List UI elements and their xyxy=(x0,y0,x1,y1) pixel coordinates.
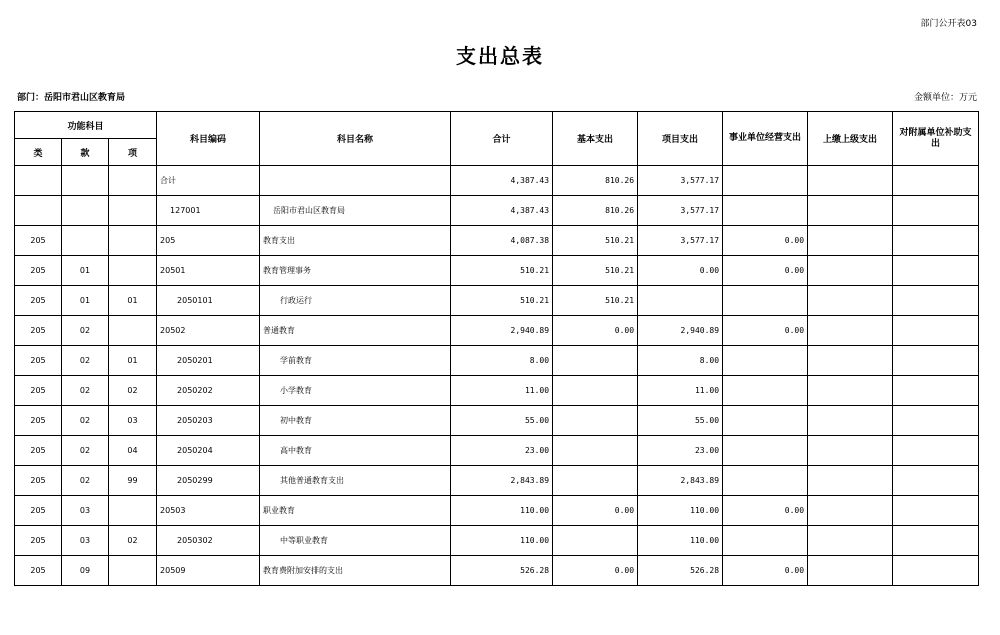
table-row xyxy=(15,466,979,496)
cell-total: 526.28 xyxy=(451,556,553,586)
name-header: 科目名称 xyxy=(260,112,451,166)
table-row xyxy=(15,526,979,556)
cell-code: 127001 xyxy=(157,196,260,226)
cell-xiang: 99 xyxy=(109,466,157,496)
cell-enterprise: 0.00 xyxy=(723,556,808,586)
cell-project: 3,577.17 xyxy=(638,196,723,226)
cell-upper xyxy=(808,196,893,226)
cell-code: 20509 xyxy=(157,556,260,586)
cell-subsidy xyxy=(893,196,979,226)
table-row xyxy=(15,436,979,466)
cell-code: 合计 xyxy=(157,166,260,196)
cell-xiang xyxy=(109,226,157,256)
cell-upper xyxy=(808,346,893,376)
cell-project: 0.00 xyxy=(638,256,723,286)
cell-name: 教育费附加安排的支出 xyxy=(260,556,451,586)
table-body xyxy=(15,166,979,586)
cell-project: 3,577.17 xyxy=(638,166,723,196)
cell-kuan xyxy=(62,226,109,256)
cell-kuan: 01 xyxy=(62,286,109,316)
cell-code: 2050302 xyxy=(157,526,260,556)
cell-lei xyxy=(15,166,62,196)
enterprise-header: 事业单位经营支出 xyxy=(723,112,808,166)
cell-enterprise xyxy=(723,196,808,226)
cell-enterprise xyxy=(723,346,808,376)
cell-project: 2,843.89 xyxy=(638,466,723,496)
cell-total: 110.00 xyxy=(451,526,553,556)
cell-subsidy xyxy=(893,166,979,196)
cell-kuan: 03 xyxy=(62,496,109,526)
cell-code: 2050204 xyxy=(157,436,260,466)
cell-basic xyxy=(553,466,638,496)
cell-code: 2050101 xyxy=(157,286,260,316)
cell-name: 教育管理事务 xyxy=(260,256,451,286)
cell-xiang xyxy=(109,316,157,346)
cell-lei: 205 xyxy=(15,406,62,436)
cell-kuan: 02 xyxy=(62,406,109,436)
cell-name: 普通教育 xyxy=(260,316,451,346)
table-row xyxy=(15,376,979,406)
cell-total: 2,843.89 xyxy=(451,466,553,496)
functional-subject-header: 功能科目 xyxy=(15,112,157,139)
cell-total: 4,087.38 xyxy=(451,226,553,256)
cell-enterprise: 0.00 xyxy=(723,226,808,256)
cell-kuan: 02 xyxy=(62,346,109,376)
cell-xiang: 01 xyxy=(109,346,157,376)
table-row xyxy=(15,226,979,256)
cell-enterprise xyxy=(723,376,808,406)
department-label: 部门：岳阳市君山区教育局 xyxy=(17,93,126,103)
cell-upper xyxy=(808,526,893,556)
cell-upper xyxy=(808,256,893,286)
cell-total: 110.00 xyxy=(451,496,553,526)
cell-name: 高中教育 xyxy=(260,436,451,466)
table-row xyxy=(15,316,979,346)
cell-kuan: 02 xyxy=(62,316,109,346)
cell-total: 8.00 xyxy=(451,346,553,376)
cell-name: 职业教育 xyxy=(260,496,451,526)
cell-total: 4,387.43 xyxy=(451,196,553,226)
cell-basic: 510.21 xyxy=(553,226,638,256)
cell-code: 2050203 xyxy=(157,406,260,436)
cell-upper xyxy=(808,436,893,466)
cell-xiang: 02 xyxy=(109,376,157,406)
cell-basic xyxy=(553,376,638,406)
cell-xiang: 01 xyxy=(109,286,157,316)
table-row xyxy=(15,406,979,436)
cell-subsidy xyxy=(893,526,979,556)
cell-subsidy xyxy=(893,436,979,466)
cell-lei: 205 xyxy=(15,256,62,286)
table-row xyxy=(15,496,979,526)
cell-project: 3,577.17 xyxy=(638,226,723,256)
cell-xiang xyxy=(109,496,157,526)
subsidy-header: 对附属单位补助支出 xyxy=(893,112,979,166)
cell-name: 其他普通教育支出 xyxy=(260,466,451,496)
cell-subsidy xyxy=(893,406,979,436)
cell-lei: 205 xyxy=(15,316,62,346)
cell-basic: 810.26 xyxy=(553,196,638,226)
cell-enterprise xyxy=(723,436,808,466)
cell-upper xyxy=(808,556,893,586)
cell-name: 初中教育 xyxy=(260,406,451,436)
cell-kuan: 02 xyxy=(62,466,109,496)
cell-basic: 810.26 xyxy=(553,166,638,196)
cell-total: 11.00 xyxy=(451,376,553,406)
cell-total: 2,940.89 xyxy=(451,316,553,346)
cell-enterprise xyxy=(723,166,808,196)
cell-project: 23.00 xyxy=(638,436,723,466)
cell-name: 中等职业教育 xyxy=(260,526,451,556)
cell-enterprise xyxy=(723,406,808,436)
cell-subsidy xyxy=(893,496,979,526)
table-row xyxy=(15,166,979,196)
cell-subsidy xyxy=(893,556,979,586)
cell-xiang: 02 xyxy=(109,526,157,556)
table-row xyxy=(15,556,979,586)
cell-basic xyxy=(553,346,638,376)
cell-enterprise: 0.00 xyxy=(723,496,808,526)
cell-code: 205 xyxy=(157,226,260,256)
unit-label: 金额单位：万元 xyxy=(913,93,977,103)
cell-subsidy xyxy=(893,286,979,316)
table-row xyxy=(15,346,979,376)
cell-subsidy xyxy=(893,376,979,406)
xiang-header: 项 xyxy=(109,139,157,166)
code-header: 科目编码 xyxy=(157,112,260,166)
cell-total: 55.00 xyxy=(451,406,553,436)
cell-enterprise: 0.00 xyxy=(723,256,808,286)
cell-xiang xyxy=(109,556,157,586)
cell-basic xyxy=(553,526,638,556)
cell-lei: 205 xyxy=(15,526,62,556)
cell-project: 110.00 xyxy=(638,526,723,556)
cell-name: 教育支出 xyxy=(260,226,451,256)
cell-lei: 205 xyxy=(15,376,62,406)
cell-code: 2050201 xyxy=(157,346,260,376)
cell-upper xyxy=(808,286,893,316)
cell-kuan: 09 xyxy=(62,556,109,586)
cell-project: 110.00 xyxy=(638,496,723,526)
page-title: 支出总表 xyxy=(456,44,544,68)
cell-project: 2,940.89 xyxy=(638,316,723,346)
cell-project xyxy=(638,286,723,316)
cell-basic xyxy=(553,436,638,466)
form-code: 部门公开表03 xyxy=(920,19,977,29)
cell-code: 20503 xyxy=(157,496,260,526)
cell-subsidy xyxy=(893,466,979,496)
cell-lei xyxy=(15,196,62,226)
cell-basic: 0.00 xyxy=(553,316,638,346)
cell-kuan xyxy=(62,196,109,226)
kuan-header: 款 xyxy=(62,139,109,166)
table-row xyxy=(15,286,979,316)
cell-xiang xyxy=(109,166,157,196)
cell-subsidy xyxy=(893,346,979,376)
cell-lei: 205 xyxy=(15,496,62,526)
basic-header: 基本支出 xyxy=(553,112,638,166)
cell-enterprise xyxy=(723,286,808,316)
cell-name xyxy=(260,166,451,196)
cell-name: 小学教育 xyxy=(260,376,451,406)
cell-xiang: 03 xyxy=(109,406,157,436)
project-header: 项目支出 xyxy=(638,112,723,166)
cell-upper xyxy=(808,376,893,406)
cell-kuan xyxy=(62,166,109,196)
cell-kuan: 01 xyxy=(62,256,109,286)
cell-kuan: 03 xyxy=(62,526,109,556)
cell-xiang xyxy=(109,256,157,286)
cell-total: 23.00 xyxy=(451,436,553,466)
cell-enterprise xyxy=(723,526,808,556)
total-header: 合计 xyxy=(451,112,553,166)
cell-basic: 0.00 xyxy=(553,556,638,586)
cell-lei: 205 xyxy=(15,466,62,496)
lei-header: 类 xyxy=(15,139,62,166)
cell-project: 8.00 xyxy=(638,346,723,376)
expenditure-table xyxy=(14,111,979,586)
cell-upper xyxy=(808,316,893,346)
cell-lei: 205 xyxy=(15,226,62,256)
table-row xyxy=(15,256,979,286)
cell-subsidy xyxy=(893,226,979,256)
cell-project: 55.00 xyxy=(638,406,723,436)
cell-total: 510.21 xyxy=(451,256,553,286)
cell-total: 4,387.43 xyxy=(451,166,553,196)
cell-lei: 205 xyxy=(15,436,62,466)
cell-kuan: 02 xyxy=(62,376,109,406)
cell-code: 20501 xyxy=(157,256,260,286)
cell-basic xyxy=(553,406,638,436)
cell-kuan: 02 xyxy=(62,436,109,466)
cell-upper xyxy=(808,226,893,256)
cell-name: 岳阳市君山区教育局 xyxy=(260,196,451,226)
cell-enterprise xyxy=(723,466,808,496)
cell-basic: 0.00 xyxy=(553,496,638,526)
cell-enterprise: 0.00 xyxy=(723,316,808,346)
cell-subsidy xyxy=(893,256,979,286)
cell-basic: 510.21 xyxy=(553,286,638,316)
cell-project: 526.28 xyxy=(638,556,723,586)
cell-upper xyxy=(808,496,893,526)
cell-name: 学前教育 xyxy=(260,346,451,376)
cell-name: 行政运行 xyxy=(260,286,451,316)
cell-lei: 205 xyxy=(15,556,62,586)
table-row xyxy=(15,196,979,226)
cell-project: 11.00 xyxy=(638,376,723,406)
cell-code: 2050299 xyxy=(157,466,260,496)
cell-subsidy xyxy=(893,316,979,346)
cell-lei: 205 xyxy=(15,286,62,316)
cell-lei: 205 xyxy=(15,346,62,376)
cell-total: 510.21 xyxy=(451,286,553,316)
cell-code: 2050202 xyxy=(157,376,260,406)
cell-xiang: 04 xyxy=(109,436,157,466)
cell-upper xyxy=(808,406,893,436)
cell-xiang xyxy=(109,196,157,226)
cell-code: 20502 xyxy=(157,316,260,346)
cell-upper xyxy=(808,466,893,496)
cell-basic: 510.21 xyxy=(553,256,638,286)
cell-upper xyxy=(808,166,893,196)
upper-header: 上缴上级支出 xyxy=(808,112,893,166)
